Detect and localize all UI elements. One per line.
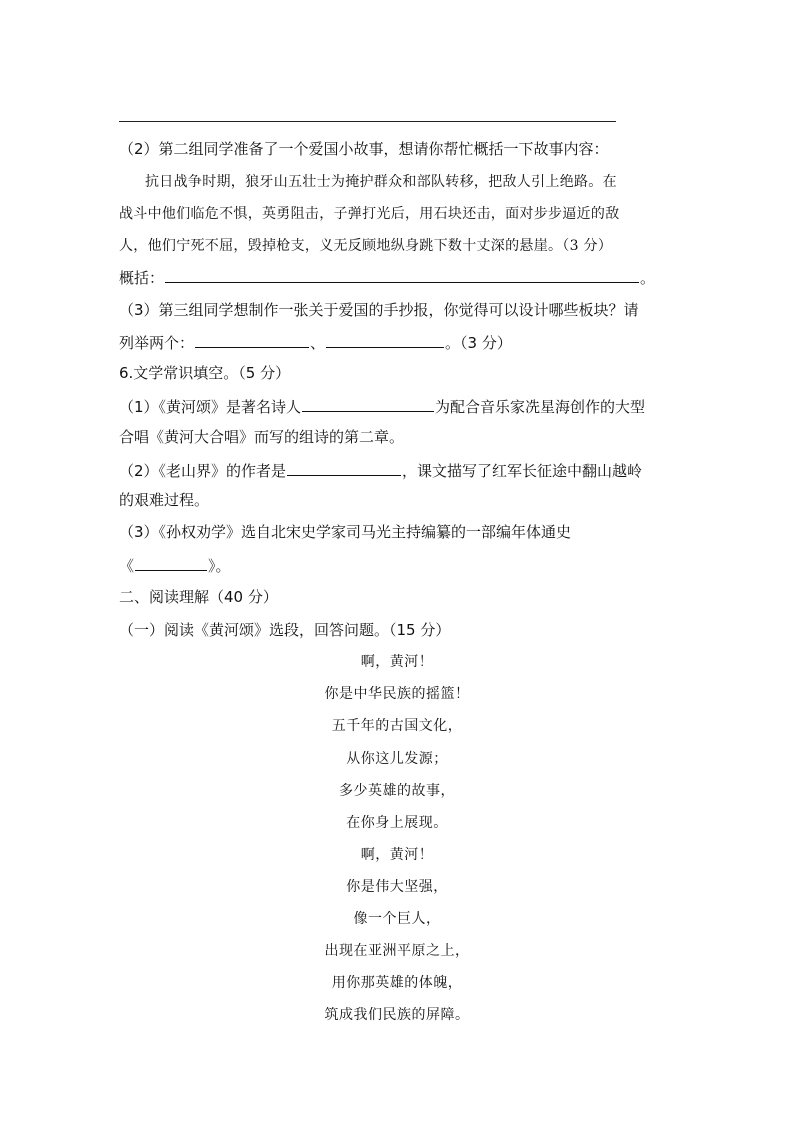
q3-line2-end: 。（3 分） [445, 334, 512, 352]
poem-line-6: 在你身上展现。 [346, 815, 448, 831]
q6-item2-text-a: （2）《老山界》的作者是 [119, 462, 287, 480]
poem-line-12: 筑成我们民族的屏障。 [324, 1007, 470, 1023]
q6-item1-line1 [119, 395, 679, 417]
poem-line-10: 出现在亚洲平原之上， [324, 943, 470, 959]
q6-item2-blank[interactable] [287, 459, 401, 476]
q6-item1-text-b: 为配合音乐家冼星海创作的大型 [435, 398, 646, 416]
poem-line-8: 你是伟大坚强， [346, 879, 448, 895]
q3-sep: 、 [310, 334, 326, 352]
q6-item3-blank[interactable] [135, 554, 207, 571]
q3-line-2 [119, 331, 679, 353]
poem-line-3: 五千年的古国文化， [331, 718, 463, 734]
q2-prompt: （2）第二组同学准备了一个爱国小故事，想请你帮忙概括一下故事内容： [119, 140, 609, 158]
q2-summary-end: 。 [640, 269, 656, 287]
q3-line-1: （3）第三组同学想制作一张关于爱国的手抄报，你觉得可以设计哪些板块？请 [119, 301, 639, 319]
section2-title: 二、阅读理解（40 分） [119, 588, 278, 606]
section2-sub1: （一）阅读《黄河颂》选段，回答问题。（15 分） [119, 621, 451, 639]
q2-story-line-3: 人，他们宁死不屈，毁掉枪支，义无反顾地纵身跳下数十丈深的悬崖。（3 分） [119, 238, 613, 254]
answer-line-top [119, 121, 616, 122]
q6-item2-line2: 的艰难过程。 [119, 491, 210, 509]
poem-line-7: 啊，黄河！ [360, 847, 434, 863]
q6-item3-open: 《 [119, 557, 135, 575]
q2-story-line-1: 抗日战争时期，狼牙山五壮士为掩护群众和部队转移，把敌人引上绝路。在 [145, 174, 617, 190]
q2-summary-label: 概括： [119, 269, 165, 287]
poem-line-4: 从你这儿发源； [346, 751, 448, 767]
poem-line-5: 多少英雄的故事， [339, 783, 455, 799]
q6-item1-line2: 合唱《黄河大合唱》而写的组诗的第二章。 [119, 428, 405, 446]
q6-item2-line1 [119, 459, 679, 481]
poem-line-11: 用你那英雄的体魄， [331, 975, 463, 991]
q6-item1-blank[interactable] [302, 395, 434, 412]
q6-item3-line1: （3）《孙权劝学》选自北宋史学家司马光主持编纂的一部编年体通史 [119, 523, 572, 541]
q6-title: 6.文学常识填空。（5 分） [119, 364, 291, 382]
q2-summary-row [119, 266, 679, 288]
q3-line2-start: 列举两个： [119, 334, 195, 352]
poem-line-1: 啊，黄河！ [360, 654, 434, 670]
q6-item3-close: 》。 [208, 557, 231, 575]
q3-blank-2[interactable] [326, 331, 444, 348]
poem-line-2: 你是中华民族的摇篮！ [324, 686, 470, 702]
poem-line-9: 像一个巨人， [353, 911, 441, 927]
q2-story-line-2: 战斗中他们临危不惧，英勇阻击，子弹打光后，用石块还击，面对步步逼近的敌 [119, 206, 620, 222]
q2-summary-blank[interactable] [165, 266, 639, 283]
q6-item3-line2 [119, 554, 679, 576]
q3-blank-1[interactable] [195, 331, 309, 348]
q6-item2-text-b: ，课文描写了红军长征途中翻山越岭 [402, 462, 643, 480]
q6-item1-text-a: （1）《黄河颂》是著名诗人 [119, 398, 302, 416]
